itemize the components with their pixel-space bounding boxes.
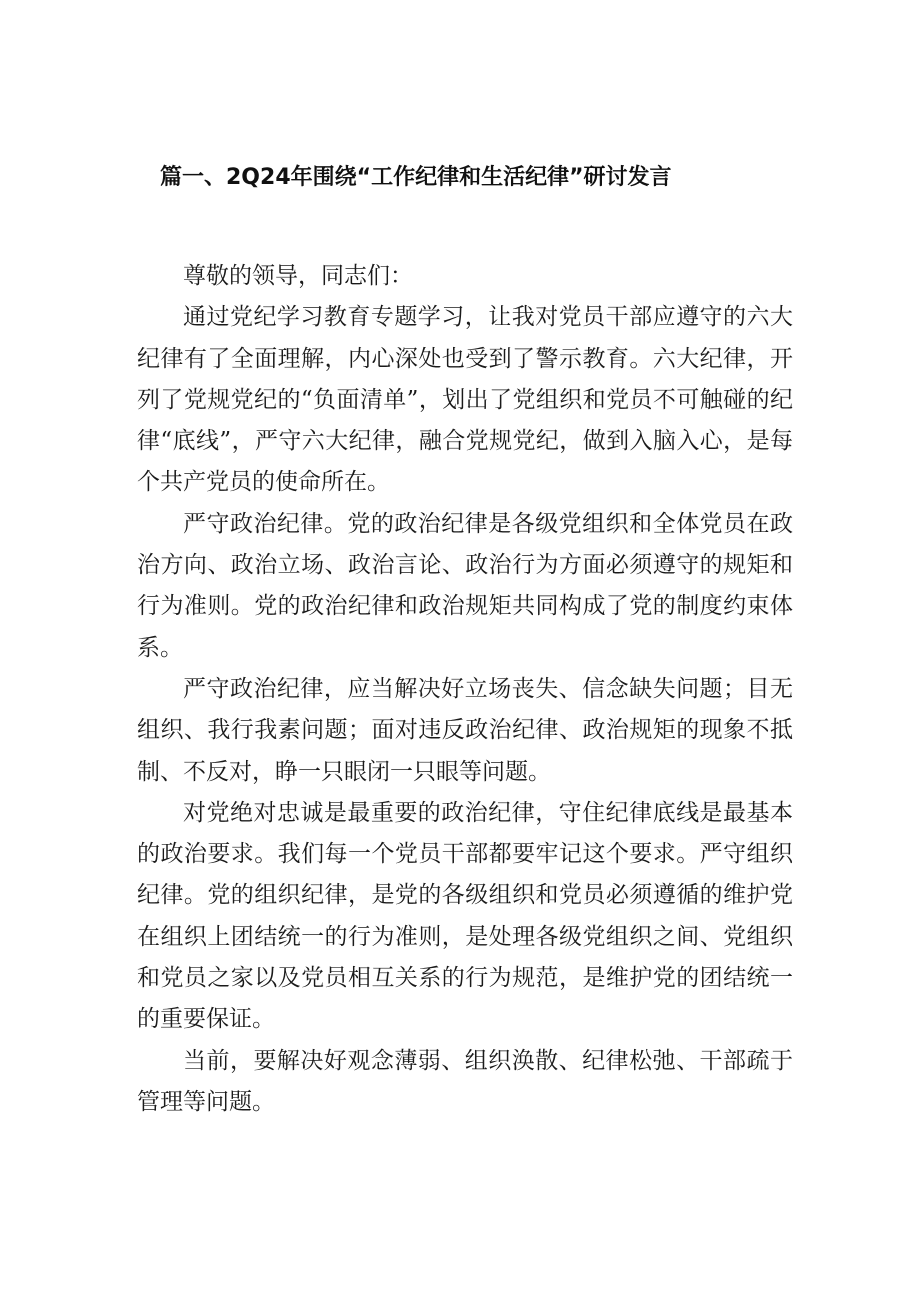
paragraph-1: 通过党纪学习教育专题学习，让我对党员干部应遵守的六大纪律有了全面理解，内心深处也受到了警示教育。六大纪律，开列了党规党纪的“负面清单”，划出了党组织和党员不可触碰的纪律“底线”，严守六大纪律，融合党规党纪，做到入脑入心，是每个共产党员的使命所在。 [137,304,793,496]
paragraph-2: 严守政治纪律。党的政治纪律是各级党组织和全体党员在政治方向、政治立场、政治言论、政治行为方面必须遵守的规矩和行为准则。党的政治纪律和政治规矩共同构成了党的制度约束体系。 [137,510,793,661]
salutation: 尊敬的领导，同志们： [183,263,413,289]
document-title: 篇一、2Q24年围绕“工作纪律和生活纪律”研讨发言 [160,165,672,190]
document-body [137,256,793,1123]
paragraph-4: 对党绝对忠诚是最重要的政治纪律，守住纪律底线是最基本的政治要求。我们每一个党员干部都要牢记这个要求。严守组织纪律。党的组织纪律，是党的各级组织和党员必须遵循的维护党在组织上团结统一的行为准则，是处理各级党组织之间、党组织和党员之家以及党员相互关系的行为规范，是维护党的团结统一的重要保证。 [137,799,793,1033]
paragraph-5: 当前，要解决好观念薄弱、组织涣散、纪律松弛、干部疏于管理等问题。 [137,1047,793,1115]
paragraph-3: 严守政治纪律，应当解决好立场丧失、信念缺失问题；目无组织、我行我素问题；面对违反政治纪律、政治规矩的现象不抵制、不反对，睁一只眼闭一只眼等问题。 [137,675,793,785]
